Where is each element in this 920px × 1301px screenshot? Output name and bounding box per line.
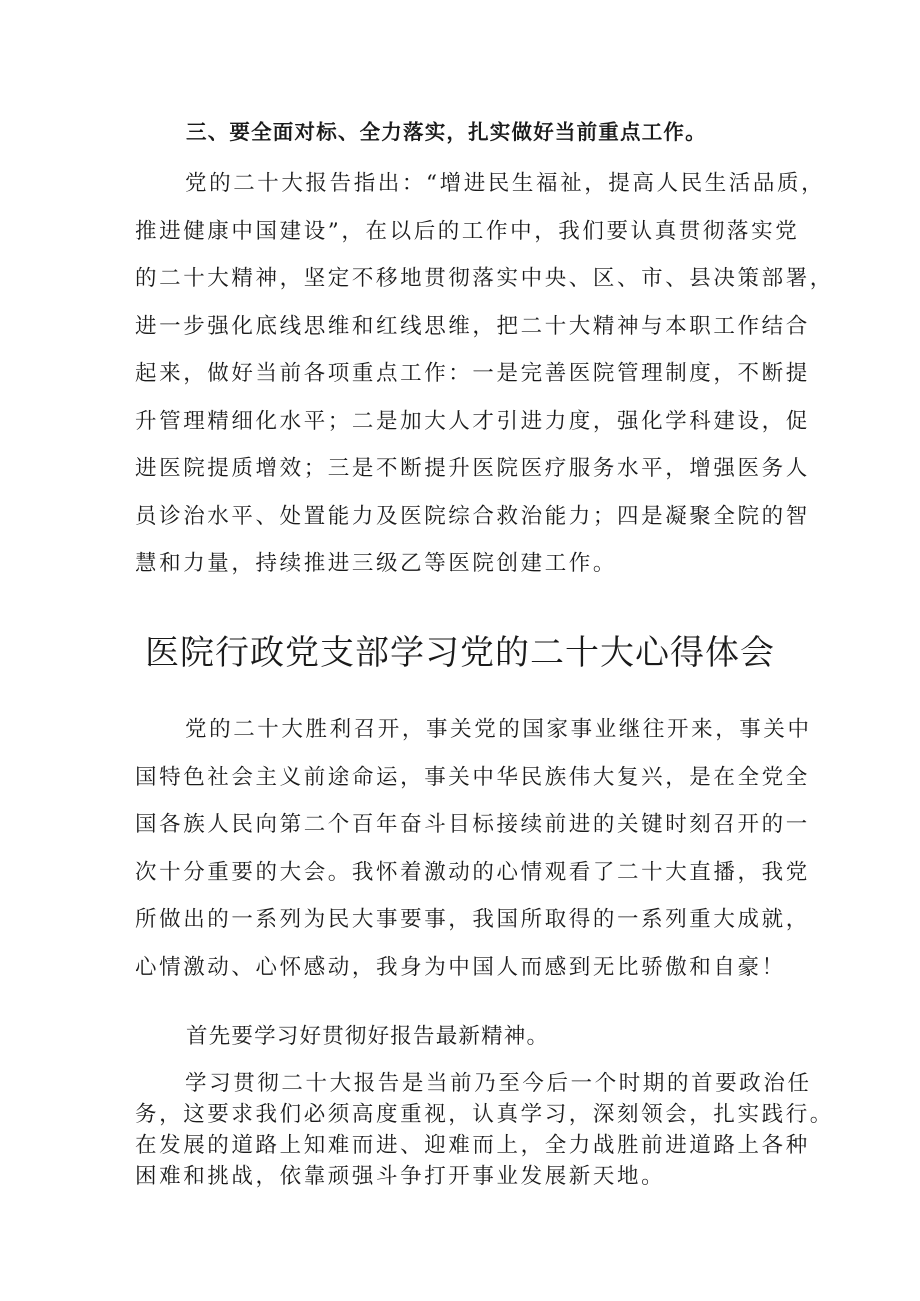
paragraph-line: 的二十大精神，坚定不移地贯彻落实中央、区、市、县决策部署， <box>135 266 834 291</box>
paragraph-line: 国特色社会主义前途命运，事关中华民族伟大复兴，是在全党全 <box>135 764 810 790</box>
paragraph-line: 国各族人民向第二个百年奋斗目标接续前进的关键时刻召开的一 <box>135 812 810 837</box>
section-three-paragraph <box>135 160 834 588</box>
paragraph-line: 党的二十大报告指出：“增进民生福祉，提高人民生活品质， <box>185 171 826 196</box>
paragraph-line: 进一步强化底线思维和红线思维，把二十大精神与本职工作结合 <box>135 313 810 339</box>
paragraph-line: 慧和力量，持续推进三级乙等医院创建工作。 <box>135 551 618 576</box>
paragraph-line: 所做出的一系列为民大事要事，我国所取得的一系列重大成就， <box>135 907 810 932</box>
paragraph-line: 起来，做好当前各项重点工作：一是完善医院管理制度，不断提 <box>135 361 810 386</box>
paragraph-line: 推进健康中国建设”，在以后的工作中，我们要认真贯彻落实党 <box>135 218 800 244</box>
paragraph-line: 务，这要求我们必须高度重视，认真学习，深刻领会，扎实践行。 <box>135 1102 834 1127</box>
paragraph-line: 升管理精细化水平；二是加大人才引进力度，强化学科建设，促 <box>135 408 810 434</box>
paragraph-line: 员诊治水平、处置能力及医院综合救治能力；四是凝聚全院的智 <box>135 503 810 529</box>
paragraph-line: 次十分重要的大会。我怀着激动的心情观看了二十大直播，我党 <box>135 859 810 885</box>
paragraph-line: 心情激动、心怀感动，我身为中国人而感到无比骄傲和自豪！ <box>135 954 786 980</box>
paragraph-line: 进医院提质增效；三是不断提升医院医疗服务水平，增强医务人 <box>135 456 810 481</box>
section-three-heading: 三、要全面对标、全力落实，扎实做好当前重点工作。 <box>186 120 707 144</box>
intro-paragraph <box>135 706 812 991</box>
study-paragraph <box>135 1068 834 1192</box>
study-subheading: 首先要学习好贯彻好报告最新精神。 <box>186 1024 550 1049</box>
article-title: 医院行政党支部学习党的二十大心得体会 <box>145 633 775 673</box>
paragraph-line: 困难和挑战，依靠顽强斗争打开事业发展新天地。 <box>135 1164 666 1189</box>
paragraph-line: 在发展的道路上知难而进、迎难而上，全力战胜前进道路上各种 <box>135 1133 810 1158</box>
paragraph-line: 党的二十大胜利召开，事关党的国家事业继往开来，事关中 <box>185 717 812 742</box>
paragraph-line: 学习贯彻二十大报告是当前乃至今后一个时期的首要政治任 <box>185 1071 812 1096</box>
